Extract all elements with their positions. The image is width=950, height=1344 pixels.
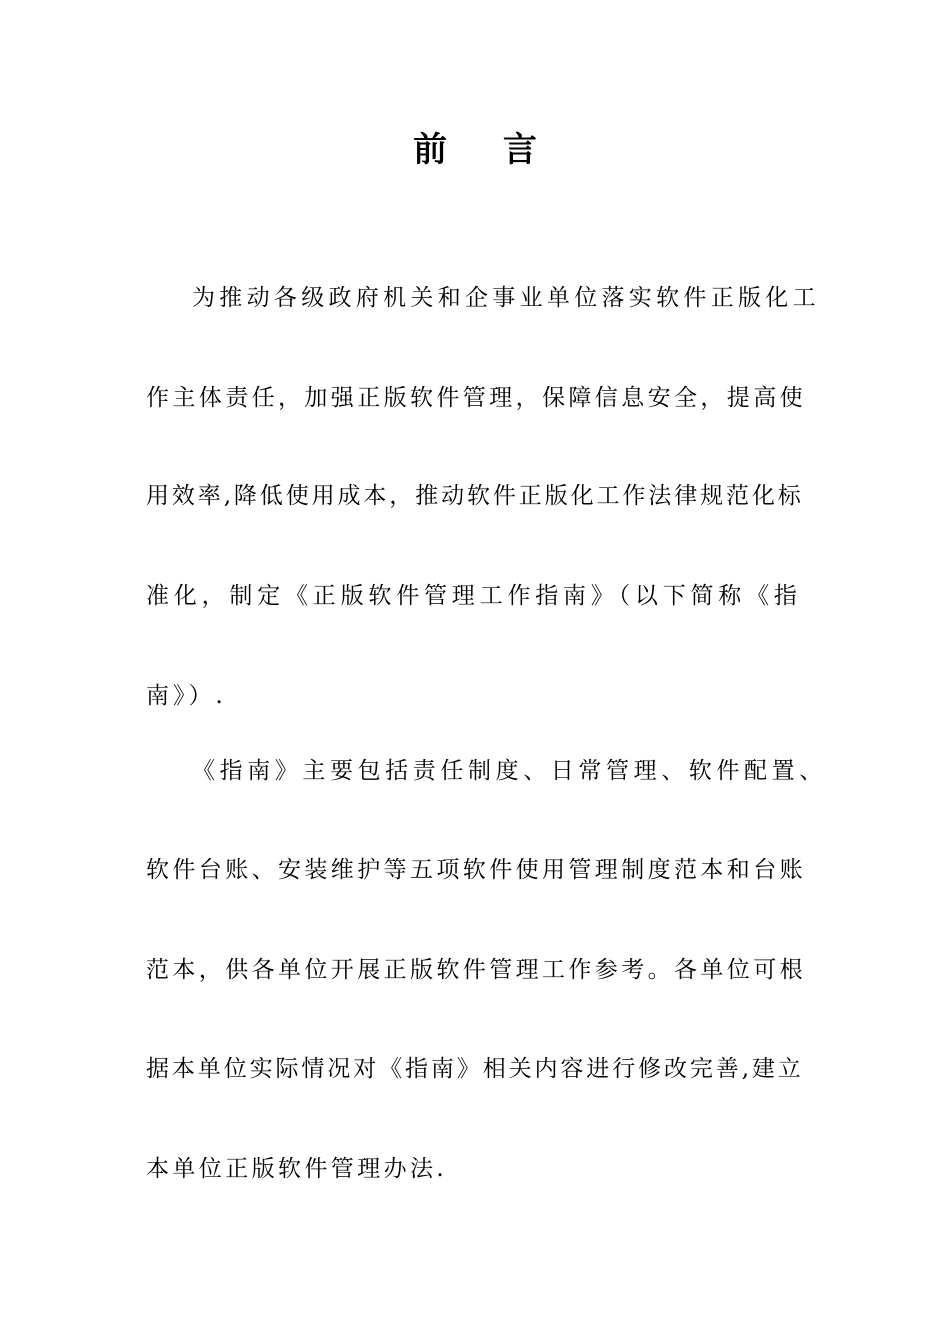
paragraph-line: 范本，供各单位开展正版软件管理工作参考。各单位可根	[146, 957, 806, 983]
paragraph-line: 准化，制定《正版软件管理工作指南》（以下简称《指	[146, 583, 802, 609]
paragraph-line: 为推动各级政府机关和企事业单位落实软件正版化工	[192, 285, 820, 311]
paragraph-line: 据本单位实际情况对《指南》相关内容进行修改完善,建立	[146, 1056, 804, 1082]
paragraph-line: 本单位正版软件管理办法.	[146, 1156, 448, 1182]
paragraph-line: 作主体责任，加强正版软件管理，保障信息安全，提高使	[146, 385, 806, 411]
paragraph-line: 用效率,降低使用成本，推动软件正版化工作法律规范化标	[146, 483, 804, 509]
paragraph-line: 软件台账、安装维护等五项软件使用管理制度范本和台账	[146, 857, 806, 883]
paragraph-line: 南》）.	[146, 683, 227, 709]
page-title: 前 言	[413, 130, 559, 170]
paragraph-line: 《指南》主要包括责任制度、日常管理、软件配置、	[192, 758, 827, 784]
